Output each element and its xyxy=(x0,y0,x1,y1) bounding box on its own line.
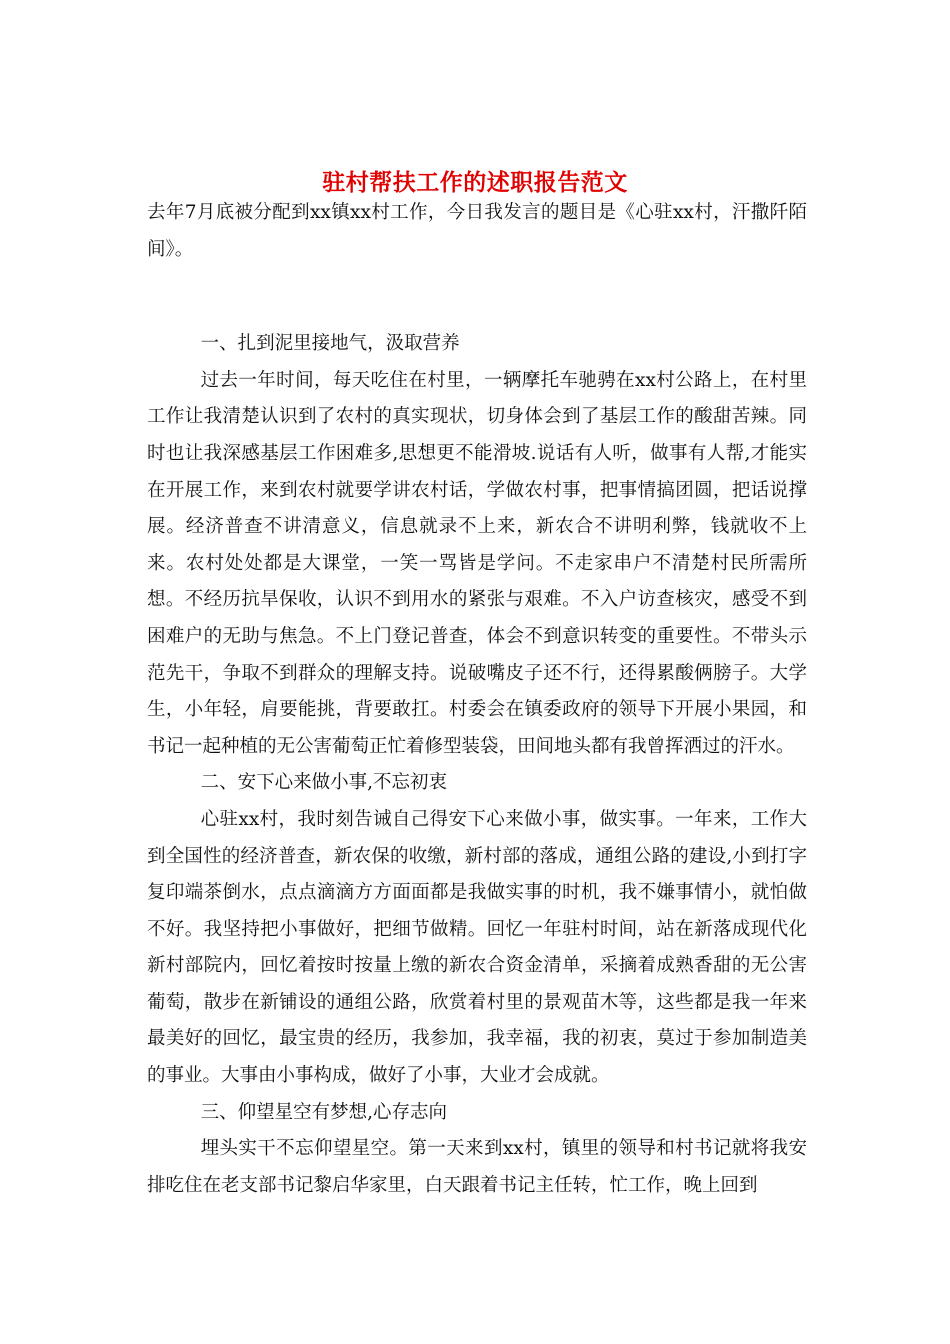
section-heading: 一、扎到泥里接地气，汲取营养 xyxy=(200,333,460,355)
section-paragraph: 心驻xx村，我时刻告诫自己得安下心来做小事，做实事。一年来，工作大到全国性的经济普查，新农保的收缴，新村部的落成，通组公路的建设,小到打字复印端茶倒水，点点滴滴方方面面都是我做实事的时机，我不嫌事情小，就怕做不好。我坚持把小事做好，把细节做精。回忆一年驻村时间，站在新落成现代化新村部院内，回忆着按时按量上缴的新农合资金清单，采摘着成熟香甜的无公害葡萄，散步在新铺设的通组公路，欣赏着村里的景观苗木等，这些都是我一年来最美好的回忆，最宝贵的经历，我参加，我幸福，我的初衷，莫过于参加制造美的事业。大事由小事构成，做好了小事，大业才会成就。 xyxy=(147,808,807,1087)
intro-paragraph: 去年7月底被分配到xx镇xx村工作，今日我发言的题目是《心驻xx村，汗撒阡陌间》。 xyxy=(147,202,807,260)
section-heading: 三、仰望星空有梦想,心存志向 xyxy=(200,1101,448,1123)
document-title: 驻村帮扶工作的述职报告范文 xyxy=(322,169,628,197)
section-paragraph: 过去一年时间，每天吃住在村里，一辆摩托车驰骋在xx村公路上，在村里工作让我清楚认识到了农村的真实现状，切身体会到了基层工作的酸甜苦辣。同时也让我深感基层工作困难多,思想更不能滑坡.说话有人听，做事有人帮,才能实在开展工作，来到农村就要学讲农村话，学做农村事，把事情搞团圆，把话说撑展。经济普查不讲清意义，信息就录不上来，新农合不讲明利弊，钱就收不上来。农村处处都是大课堂，一笑一骂皆是学问。不走家串户不清楚村民所需所想。不经历抗旱保收，认识不到用水的紧张与艰难。不入户访查核灾，感受不到困难户的无助与焦急。不上门登记普查，体会不到意识转变的重要性。不带头示范先干，争取不到群众的理解支持。说破嘴皮子还不行，还得累酸俩膀子。大学生，小年轻，肩要能挑，背要敢扛。村委会在镇委政府的领导下开展小果园，和书记一起种植的无公害葡萄正忙着修型装袋，田间地头都有我曾挥洒过的汗水。 xyxy=(147,369,807,757)
document-body xyxy=(147,195,807,1204)
paragraph-gap xyxy=(147,268,807,326)
section-heading: 二、安下心来做小事,不忘初衷 xyxy=(200,772,448,794)
section-paragraph: 埋头实干不忘仰望星空。第一天来到xx村，镇里的领导和村书记就将我安排吃住在老支部书记黎启华家里，白天跟着书记主任转，忙工作，晚上回到 xyxy=(147,1138,807,1196)
